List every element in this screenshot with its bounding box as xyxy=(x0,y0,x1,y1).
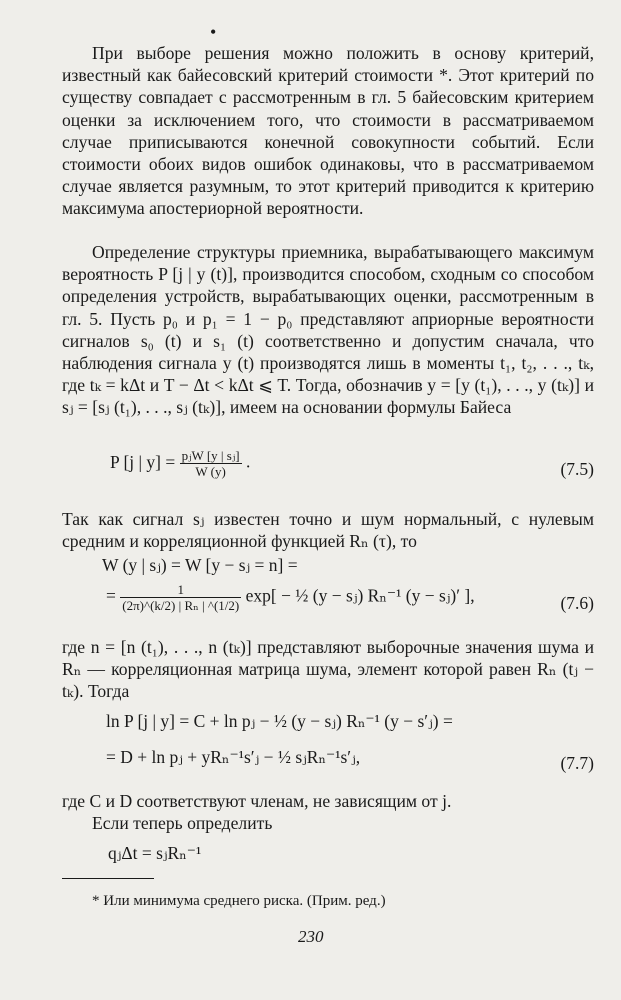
eq76-numerator: 1 xyxy=(120,582,241,598)
eq75-tail: . xyxy=(245,451,251,472)
paragraph-define: Если теперь определить xyxy=(92,813,273,833)
eq75-fraction xyxy=(180,448,242,479)
equation-7-6 xyxy=(62,554,594,636)
equation-q-definition: qⱼΔt = sⱼRₙ⁻¹ xyxy=(108,843,202,863)
paragraph-noise-normal: Так как сигнал sⱼ известен точно и шум нормальный, с нулевым средним и корреляционной функцией Rₙ (τ), то xyxy=(62,509,594,552)
paragraph-receiver-structure: Определение структуры приемника, вырабатывающего максимум вероятность P [j | y (t)], производится способом, сходным со способом определения устройств, вырабатывающих оценки, рассмотренным в гл. 5. Пусть p₀ и p₁ = 1 − p₀ представляют априорные вероятности сигналов s₀ (t) и s₁ (t) соответственно и допустим сначала, что наблюдения сигнала y (t) производятся лишь в моменты t₁, t₂, . . ., tₖ, где tₖ = kΔt и T − Δt < kΔt ⩽ T. Тогда, обозначив y = [y (t₁), . . ., y (tₖ)] и sⱼ = [sⱼ (t₁), . . ., sⱼ (tₖ)], имеем на основании формулы Байеса xyxy=(62,242,594,418)
footnote: * Или минимума среднего риска. (Прим. ред.) xyxy=(92,893,386,909)
eq76-line2 xyxy=(106,582,594,613)
top-mark: • xyxy=(210,22,217,42)
footnote-rule xyxy=(62,878,154,879)
eq76-denominator: (2π)^(k/2) | Rₙ | ^(1/2) xyxy=(122,598,240,613)
page-body xyxy=(62,42,594,864)
eq76-fraction xyxy=(120,582,241,613)
eq77-number: (7.7) xyxy=(560,753,594,773)
eq75-number: (7.5) xyxy=(560,459,594,479)
paragraph-noise-samples: где n = [n (t₁), . . ., n (tₖ)] представляют выборочные значения шума и Rₙ — корреляционная матрица шума, элемент которой равен Rₙ (tⱼ − tₖ). Тогда xyxy=(62,637,594,702)
eq75-denominator: W (y) xyxy=(195,464,226,479)
equation-7-5 xyxy=(62,440,594,508)
eq76-equals: = xyxy=(106,585,116,606)
eq77-line2: = D + ln pⱼ + yRₙ⁻¹s′ⱼ − ½ sⱼRₙ⁻¹s′ⱼ, xyxy=(106,747,361,767)
page-number: 230 xyxy=(298,927,324,946)
equation-7-7 xyxy=(62,704,594,790)
paragraph-constants: где C и D соответствуют членам, не зависящим от j. xyxy=(62,791,452,811)
eq77-line1: ln P [j | y] = C + ln pⱼ − ½ (y − sⱼ) Rₙ⁻¹ (y − s′ⱼ) = xyxy=(106,711,453,731)
eq75-lhs: P [j | y] = xyxy=(110,451,176,472)
eq76-exp: exp[ − ½ (y − sⱼ) Rₙ⁻¹ (y − sⱼ)′ ], xyxy=(245,585,475,606)
eq76-number: (7.6) xyxy=(560,593,594,613)
eq76-line1: W (y | sⱼ) = W [y − sⱼ = n] = xyxy=(102,555,298,575)
paragraph-bayes-criterion: При выборе решения можно положить в основу критерий, известный как байесовский критерий стоимости *. Этот критерий по существу совпадает с рассмотренным в гл. 5 байесовским критерием оценки за исключением того, что стоимости в рассматриваемом случае приписываются конечной совокупности событий. Если стоимости обоих видов ошибок одинаковы, что в рассматриваемом случае является разумным, то этот критерий приводится к критерию максимума апостериорной вероятности. xyxy=(62,43,594,219)
eq75-numerator: pⱼW [y | sⱼ] xyxy=(181,448,240,463)
